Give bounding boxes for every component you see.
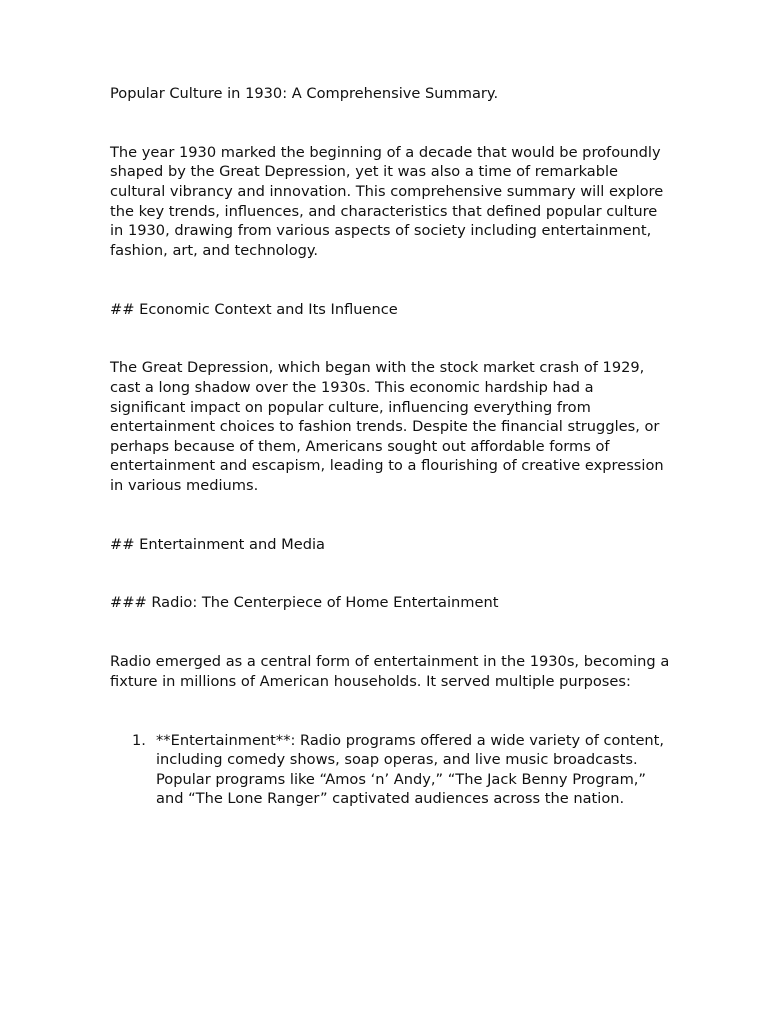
- economic-paragraph: The Great Depression, which began with the stock market crash of 1929, cast a long shadow over the 1930s. This economic hardship had a significant impact on popular culture, influencing everything from entertainment choices to fashion trends. Despite the financial struggles, or perhaps because of them, Americans sought out affordable forms of entertainment and escapism, leading to a flourishing of creative expression in various mediums.: [110, 359, 664, 494]
- list-item-number: 1.: [132, 731, 146, 749]
- list-item: [110, 731, 670, 809]
- document-title: Popular Culture in 1930: A Comprehensive Summary.: [110, 85, 499, 102]
- heading-radio: ### Radio: The Centerpiece of Home Entertainment: [110, 594, 499, 612]
- document-page: [110, 84, 670, 809]
- list-item-text: **Entertainment**: Radio programs offered a wide variety of content, including comedy shows, soap operas, and live music broadcasts. Popular programs like “Amos ‘n’ Andy,” “The Jack Benny Program,” and “The Lone Ranger” captivated audiences across the nation.: [156, 731, 665, 808]
- intro-paragraph: The year 1930 marked the beginning of a decade that would be profoundly shaped by the Great Depression, yet it was also a time of remarkable cultural vibrancy and innovation. This comprehensive summary will explore the key trends, influences, and characteristics that defined popular culture in 1930, drawing from various aspects of society including entertainment, fashion, art, and technology.: [110, 143, 664, 259]
- radio-paragraph: Radio emerged as a central form of entertainment in the 1930s, becoming a fixture in millions of American households. It served multiple purposes:: [110, 653, 670, 690]
- heading-entertainment-media: ## Entertainment and Media: [110, 535, 325, 553]
- numbered-list: [110, 731, 670, 809]
- heading-economic-context: ## Economic Context and Its Influence: [110, 300, 398, 318]
